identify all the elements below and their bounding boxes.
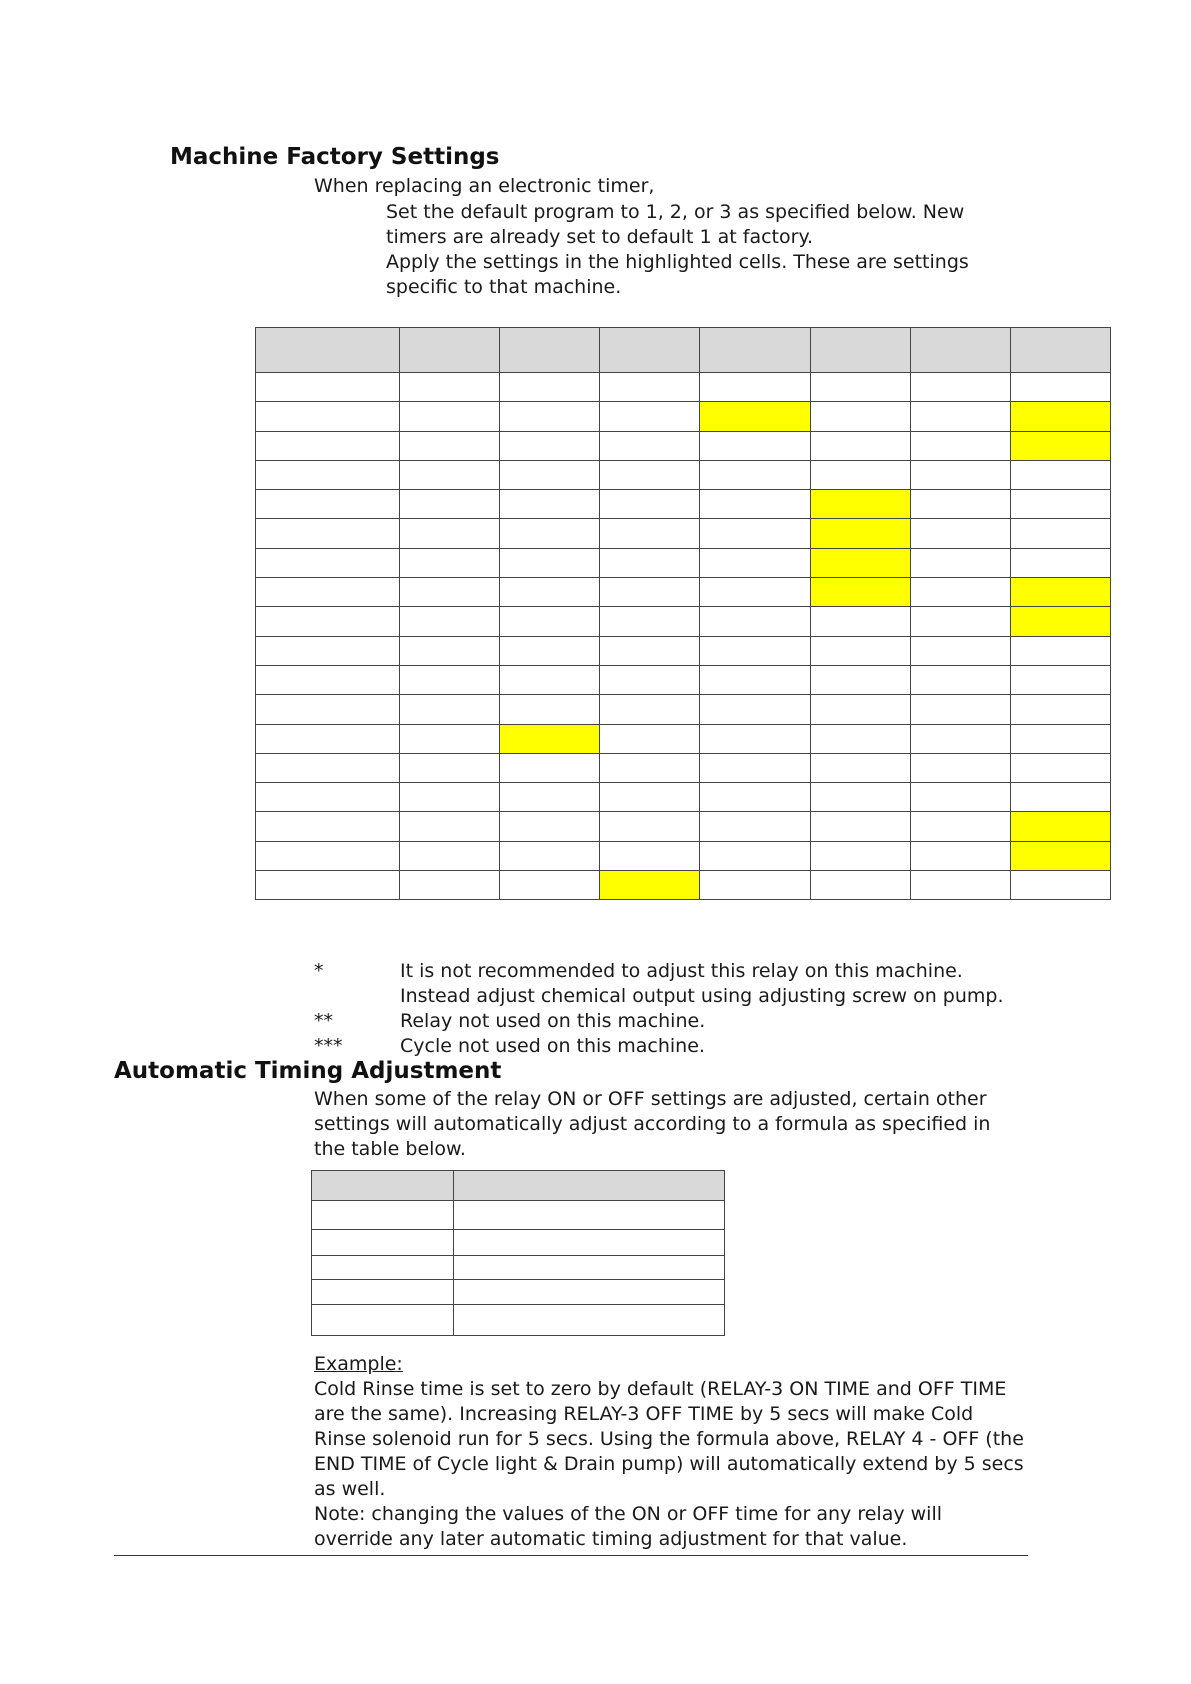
table-cell [400,519,500,548]
table-cell [911,665,1011,694]
table-cell [400,636,500,665]
table-cell [600,578,700,607]
table-cell [600,490,700,519]
table-cell [811,841,911,870]
table-row [256,402,1111,431]
table-cell [256,841,400,870]
table-cell [700,431,811,460]
table-cell [1011,695,1111,724]
table-cell [256,402,400,431]
table-cell [400,328,500,373]
table-cell [400,753,500,782]
table-cell [312,1171,454,1201]
table-cell [256,783,400,812]
table-cell [811,328,911,373]
table-cell [700,548,811,577]
table-row [256,812,1111,841]
footnote-text: Cycle not used on this machine. [400,1035,705,1057]
table-row [256,841,1111,870]
footnote-text: It is not recommended to adjust this relay on this machine. [400,960,963,982]
table-row [256,373,1111,402]
footnote-mark: * [314,960,324,982]
table-cell [454,1201,725,1230]
table-row [312,1305,725,1336]
table-cell [312,1256,454,1280]
table-cell [500,695,600,724]
table-cell [700,753,811,782]
table-cell [312,1230,454,1256]
table-cell [256,578,400,607]
highlighted-cell [811,578,911,607]
highlighted-cell [1011,431,1111,460]
table-row [256,871,1111,900]
table-cell [256,460,400,489]
table-cell [700,460,811,489]
table-cell [911,783,1011,812]
section-title-factory-settings: Machine Factory Settings [170,144,500,170]
table-cell [700,373,811,402]
highlighted-cell [1011,812,1111,841]
table-cell [256,328,400,373]
table-cell [911,724,1011,753]
highlighted-cell [1011,607,1111,636]
table-cell [911,373,1011,402]
footnote [314,959,1004,1009]
table-row [312,1230,725,1256]
factory-settings-table [255,327,1111,900]
table-cell [1011,490,1111,519]
table-cell [600,695,700,724]
table-cell [700,665,811,694]
highlighted-cell [700,402,811,431]
table-cell [256,753,400,782]
table-cell [400,431,500,460]
table-cell [256,695,400,724]
table-row [256,665,1111,694]
table-row [312,1280,725,1305]
table-cell [400,402,500,431]
table-row [256,548,1111,577]
table-cell [911,871,1011,900]
table-cell [256,490,400,519]
table-cell [911,753,1011,782]
table-cell [256,519,400,548]
table-cell [700,578,811,607]
table-row [256,783,1111,812]
table-cell [811,607,911,636]
example-line: END TIME of Cycle light & Drain pump) will automatically extend by 5 secs [314,1453,1024,1475]
table-cell [911,402,1011,431]
table-cell [600,841,700,870]
table-cell [811,695,911,724]
table-row [312,1201,725,1230]
table-row [256,490,1111,519]
highlighted-cell [600,871,700,900]
table-cell [811,460,911,489]
table-cell [600,636,700,665]
table-cell [700,812,811,841]
table-cell [600,519,700,548]
table-cell [400,490,500,519]
table-cell [400,841,500,870]
table-cell [911,607,1011,636]
table-cell [600,548,700,577]
footnote-mark: *** [314,1035,343,1057]
table-row [256,636,1111,665]
table-cell [911,636,1011,665]
footnote [314,1034,1004,1059]
table-row [256,460,1111,489]
table-cell [454,1171,725,1201]
table-row [256,431,1111,460]
table-cell [500,328,600,373]
table-header-row [312,1171,725,1201]
instruction-line: timers are already set to default 1 at factory. [386,226,814,248]
table-cell [1011,665,1111,694]
table-cell [400,812,500,841]
table-cell [500,460,600,489]
table-cell [400,665,500,694]
table-cell [256,812,400,841]
table-cell [400,871,500,900]
highlighted-cell [1011,841,1111,870]
table-cell [700,519,811,548]
table-cell [911,519,1011,548]
table-cell [911,841,1011,870]
table-cell [811,402,911,431]
table-cell [700,328,811,373]
table-cell [500,753,600,782]
table-cell [600,328,700,373]
table-cell [700,607,811,636]
table-cell [911,578,1011,607]
example-line: override any later automatic timing adjustment for that value. [314,1528,908,1550]
table-cell [811,373,911,402]
table-cell [256,665,400,694]
section-title-automatic-timing: Automatic Timing Adjustment [114,1058,502,1084]
table-cell [500,402,600,431]
table-row [256,578,1111,607]
table-cell [500,519,600,548]
footnote-mark: ** [314,1010,333,1032]
table-cell [700,871,811,900]
table-cell [500,636,600,665]
footnote [314,1009,1004,1034]
table-cell [811,753,911,782]
table-cell [600,607,700,636]
formula-table [311,1170,725,1336]
table-cell [911,548,1011,577]
instruction-line: specific to that machine. [386,276,622,298]
example-line: Rinse solenoid run for 5 secs. Using the formula above, RELAY 4 - OFF (the [314,1428,1024,1450]
table-cell [1011,373,1111,402]
table-cell [256,636,400,665]
intro-line: When some of the relay ON or OFF settings are adjusted, certain other [314,1088,987,1110]
table-cell [500,578,600,607]
table-cell [500,607,600,636]
table-cell [500,490,600,519]
intro-text: When replacing an electronic timer, [314,175,655,197]
table-cell [911,812,1011,841]
table-cell [256,548,400,577]
example-block [314,1352,1024,1552]
table-cell [700,783,811,812]
table-cell [312,1280,454,1305]
highlighted-cell [811,548,911,577]
table-cell [454,1305,725,1336]
table-cell [911,460,1011,489]
intro-line: settings will automatically adjust according to a formula as specified in [314,1113,991,1135]
table-cell [400,607,500,636]
table-cell [400,695,500,724]
table-cell [256,871,400,900]
table-cell [600,665,700,694]
table-cell [500,841,600,870]
table-cell [400,373,500,402]
table-cell [600,753,700,782]
table-cell [1011,783,1111,812]
table-cell [256,724,400,753]
intro-line: the table below. [314,1138,466,1160]
table-cell [600,812,700,841]
table-cell [700,490,811,519]
example-line: are the same). Increasing RELAY-3 OFF TIME by 5 secs will make Cold [314,1403,974,1425]
table-cell [600,373,700,402]
table-cell [1011,460,1111,489]
table-cell [700,695,811,724]
table-cell [811,724,911,753]
table-cell [500,665,600,694]
table-row [256,695,1111,724]
table-cell [811,783,911,812]
table-cell [400,548,500,577]
highlighted-cell [1011,578,1111,607]
table-cell [454,1230,725,1256]
table-cell [911,431,1011,460]
table-cell [911,695,1011,724]
table-cell [1011,871,1111,900]
instruction-line: Set the default program to 1, 2, or 3 as specified below. New [386,201,965,223]
table-cell [400,578,500,607]
table-row [256,753,1111,782]
example-heading: Example: [314,1353,403,1375]
table-cell [811,871,911,900]
footnotes [314,959,1004,1059]
table-cell [454,1256,725,1280]
table-cell [500,548,600,577]
table-cell [500,812,600,841]
table-cell [600,431,700,460]
example-line: Cold Rinse time is set to zero by default (RELAY-3 ON TIME and OFF TIME [314,1378,1007,1400]
table-cell [256,607,400,636]
table-cell [1011,548,1111,577]
table-row [256,607,1111,636]
table-cell [600,402,700,431]
table-cell [256,431,400,460]
table-cell [600,783,700,812]
table-cell [400,783,500,812]
footnote-text: Instead adjust chemical output using adjusting screw on pump. [400,985,1004,1007]
table-cell [811,812,911,841]
table-cell [811,636,911,665]
table-row [312,1256,725,1280]
table-cell [1011,753,1111,782]
table-cell [1011,328,1111,373]
highlighted-cell [1011,402,1111,431]
highlighted-cell [500,724,600,753]
table-cell [500,373,600,402]
example-line: Note: changing the values of the ON or OFF time for any relay will [314,1503,943,1525]
automatic-timing-intro [314,1087,990,1162]
table-cell [700,841,811,870]
table-cell [1011,636,1111,665]
table-cell [700,636,811,665]
table-cell [1011,724,1111,753]
table-cell [500,783,600,812]
table-cell [600,460,700,489]
table-cell [454,1280,725,1305]
table-cell [811,665,911,694]
table-cell [911,490,1011,519]
table-header-row [256,328,1111,373]
instruction-line: Apply the settings in the highlighted cells. These are settings [386,251,969,273]
footnote-text: Relay not used on this machine. [400,1010,706,1032]
table-cell [400,724,500,753]
table-row [256,724,1111,753]
table-cell [811,431,911,460]
table-row [256,519,1111,548]
bottom-rule [114,1555,1028,1556]
table-cell [600,724,700,753]
table-cell [400,460,500,489]
table-cell [911,328,1011,373]
example-line: as well. [314,1478,386,1500]
table-cell [700,724,811,753]
highlighted-cell [811,519,911,548]
table-cell [500,431,600,460]
highlighted-cell [811,490,911,519]
table-cell [500,871,600,900]
table-cell [256,373,400,402]
instructions-block [386,200,969,300]
table-cell [312,1201,454,1230]
table-cell [312,1305,454,1336]
table-cell [1011,519,1111,548]
